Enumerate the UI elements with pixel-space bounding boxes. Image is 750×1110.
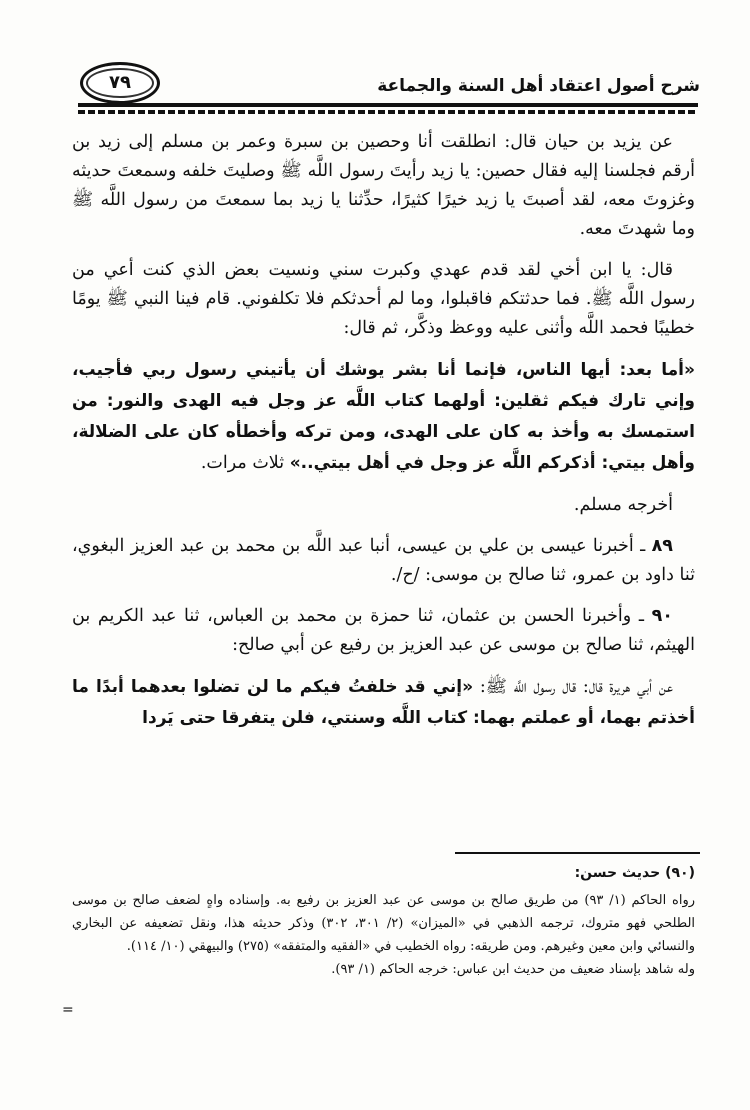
paragraph: عن يزيد بن حيان قال: انطلقت أنا وحصين بن سبرة وعمر بن مسلم إلى زيد بن أرقم فجلسنا إليه فقال حصين: يا زيد رأيتَ رسول اللَّه ﷺ وصليتَ خلفه وسمعتَ حديثه وغزوتَ معه، لقد أصبتَ يا زيد خيرًا كثيرًا، حدِّثنا يا زيد بما سمعتَ من رسول اللَّه ﷺ وما شهدتَ معه. [72, 132, 695, 239]
isnad-paragraph [72, 532, 695, 590]
main-text [72, 128, 695, 746]
footnote-text: وله شاهد بإسناد ضعيف من حديث ابن عباس: خرجه الحاكم (١/ ٩٣). [331, 962, 695, 977]
hadith-quote: «إني قد خلفتُ فيكم ما لن تضلوا بعدهما أبدًا ما أخذتم بهما، أو عملتم بهما: كتاب اللَّه وسنتي، فلن يتفرقا حتى يَردا [72, 677, 695, 728]
isnad-text: ـ وأخبرنا الحسن بن عثمان، ثنا حمزة بن محمد بن العباس، ثنا عبد الكريم بن الهيثم، ثنا صالح بن موسى عن عبد العزيز بن رفيع عن أبي صالح: [72, 606, 695, 655]
footnote-title: (٩٠) حديث حسن: [574, 865, 695, 881]
page-number: ٧٩ [109, 72, 131, 93]
footnotes [72, 862, 695, 981]
page-number-badge [80, 62, 160, 104]
footnote-text: رواه الحاكم (١/ ٩٣) من طريق صالح بن موسى عن عبد العزيز بن رفيع به. وإسناده واهٍ لضعف صالح بن موسى الطلحي فهو متروك، ترجمه الذهبي في «الميزان» (٢/ ٣٠١، ٣٠٢) وذكر حديثه هذا، ونقل تضعيفه عن البخاري والنسائي وابن معين وغيرهم. ومن طريقه: رواه الخطيب في «الفقيه والمتفقه» (٢٧٥) والبيهقي (١٠/ ١١٤). [72, 893, 696, 954]
header-dashed-rule [78, 110, 698, 114]
paragraph-tail: ثلاث مرات. [200, 453, 290, 473]
hadith-number: ٩٠ [651, 606, 673, 626]
header-rule [78, 103, 698, 107]
isnad-text: ـ أخبرنا عيسى بن علي بن عيسى، أنبا عبد اللَّه بن محمد بن عبد العزيز البغوي، ثنا داود بن عمرو، ثنا صالح بن موسى: /ح/. [72, 536, 695, 585]
footnote-separator [455, 852, 700, 854]
source-note: أخرجه مسلم. [573, 495, 673, 515]
hadith-paragraph [72, 355, 695, 479]
page-header [70, 58, 700, 106]
isnad-paragraph [72, 602, 695, 660]
running-title: شرح أصول اعتقاد أهل السنة والجماعة [377, 76, 700, 96]
margin-mark: = [62, 1002, 74, 1018]
hadith-number: ٨٩ [651, 536, 673, 556]
hadith-paragraph [72, 672, 695, 734]
paragraph: قال: يا ابن أخي لقد قدم عهدي وكبرت سني ونسيت بعض الذي كنت أعي من رسول اللَّه ﷺ. فما حدثتكم فاقبلوا، وما لم أحدثكم فلا تكلفوني. قام فينا النبي ﷺ يومًا خطيبًا فحمد اللَّه وأثنى عليه ووعظ وذكَّر، ثم قال: [72, 260, 695, 338]
hadith-quote: «أما بعد: أيها الناس، فإنما أنا بشر يوشك أن يأتيني رسول ربي فأجيب، وإني تارك فيكم ثقلين: أولهما كتاب اللَّه عز وجل فيه الهدى والنور: من استمسك به وأخذ به كان على الهدى، ومن تركه وأخطأه كان على الضلالة، وأهل بيتي: أذكركم اللَّه عز وجل في أهل بيتي..» [72, 360, 695, 473]
narration-lead: عن أبي هريرة قال: قال رسول اللَّه ﷺ: [473, 677, 673, 697]
